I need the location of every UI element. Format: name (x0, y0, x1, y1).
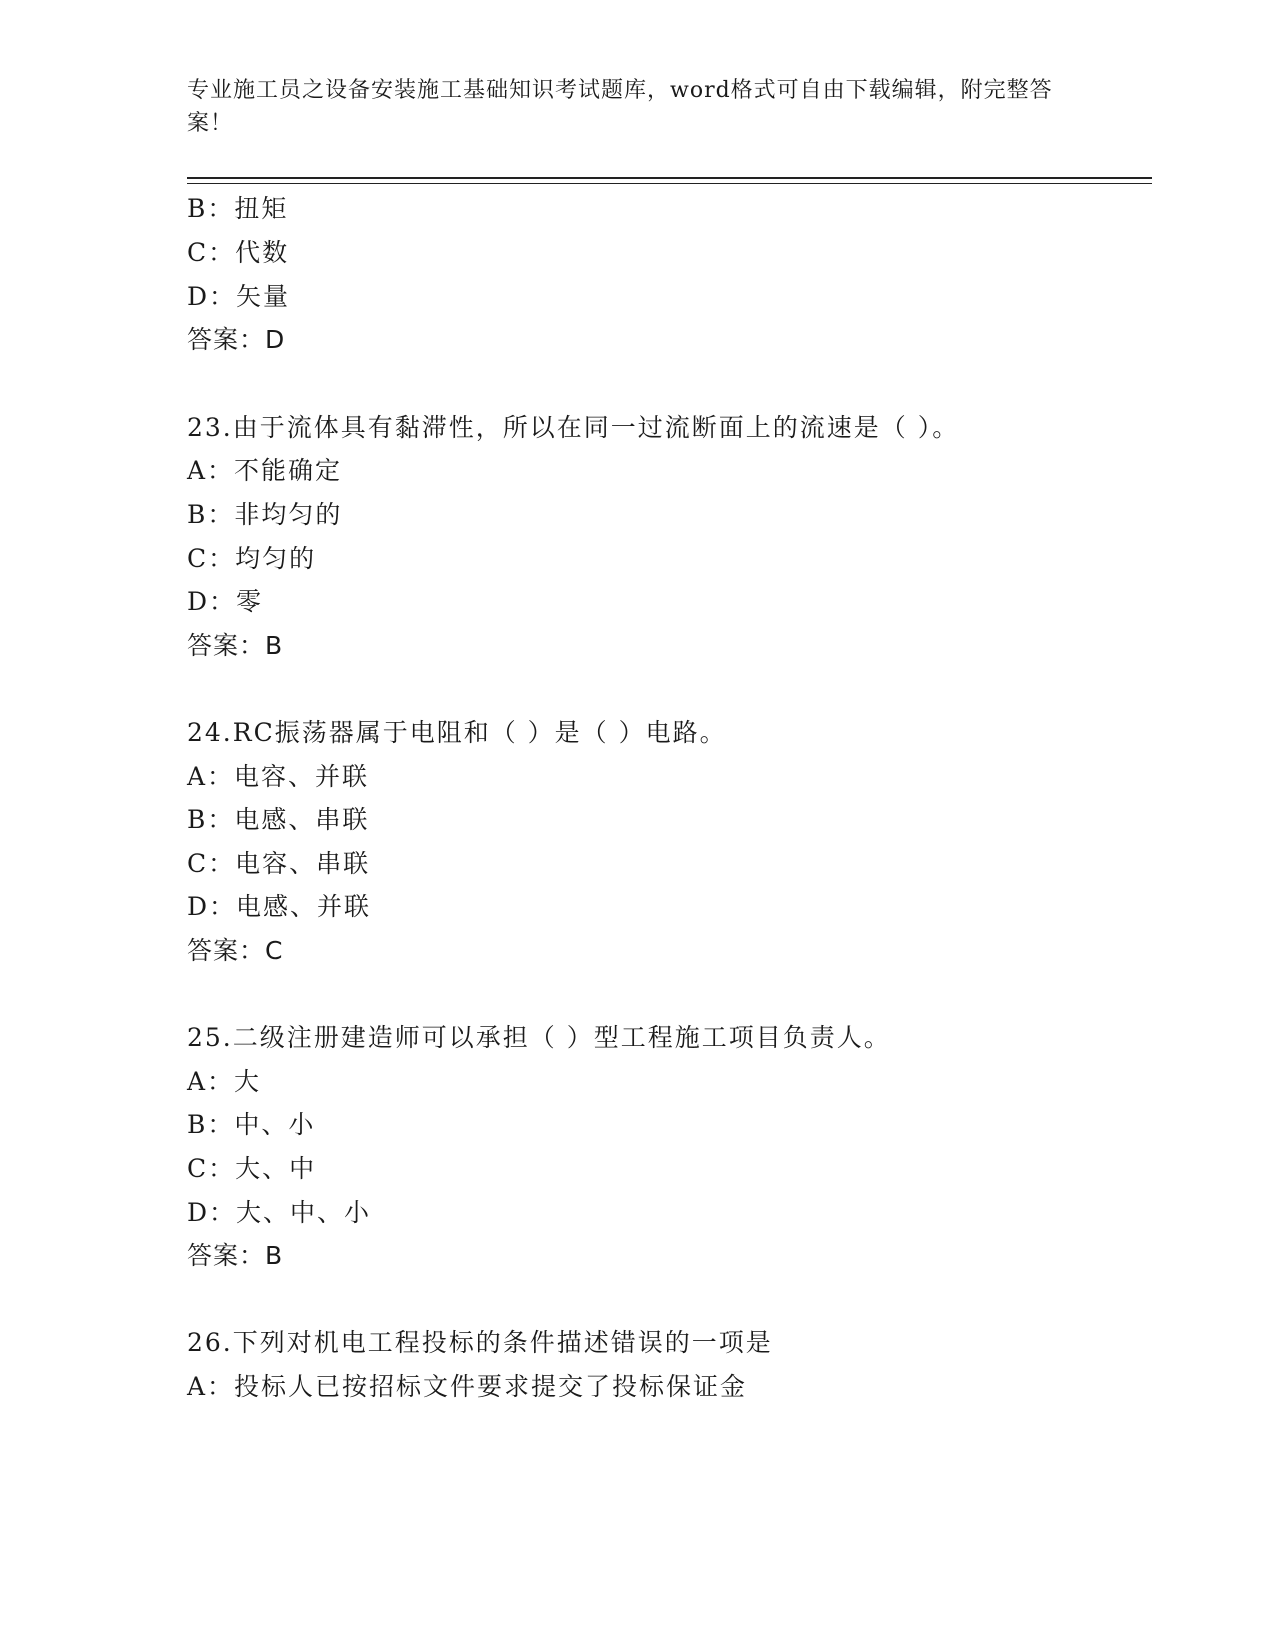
option-c: C：大、中 (187, 1154, 317, 1183)
option-a: A：电容、并联 (187, 762, 370, 791)
option-b: B：中、小 (187, 1110, 316, 1139)
document-header: 专业施工员之设备安装施工基础知识考试题库，word格式可自由下载编辑，附完整答案！ (187, 78, 1053, 136)
question-stem: 23.由于流体具有黏滞性，所以在同一过流断面上的流速是（ ）。 (187, 413, 960, 442)
option-a: A：投标人已按招标文件要求提交了投标保证金 (187, 1372, 748, 1401)
answer-line: 答案：C (187, 936, 284, 965)
option-d: D：大、中、小 (187, 1198, 372, 1227)
header-divider-thin (187, 183, 1152, 184)
option-b: B：非均匀的 (187, 500, 343, 529)
option-c: C：代数 (187, 238, 290, 267)
answer-line: 答案：B (187, 631, 284, 660)
option-d: D：电感、并联 (187, 892, 372, 921)
option-d: D：零 (187, 587, 264, 616)
option-b: B：扭矩 (187, 194, 289, 223)
answer-line: 答案：B (187, 1241, 284, 1270)
question-stem: 26.下列对机电工程投标的条件描述错误的一项是 (187, 1328, 773, 1357)
header-divider-thick (187, 177, 1152, 179)
option-c: C：均匀的 (187, 544, 317, 573)
option-c: C：电容、串联 (187, 849, 371, 878)
option-a: A：大 (187, 1067, 262, 1096)
answer-line: 答案：D (187, 325, 286, 354)
option-a: A：不能确定 (187, 456, 343, 485)
option-b: B：电感、串联 (187, 805, 370, 834)
option-d: D：矢量 (187, 282, 291, 311)
question-stem: 25.二级注册建造师可以承担（ ）型工程施工项目负责人。 (187, 1023, 891, 1052)
question-stem: 24.RC振荡器属于电阻和（ ）是（ ）电路。 (187, 718, 727, 747)
